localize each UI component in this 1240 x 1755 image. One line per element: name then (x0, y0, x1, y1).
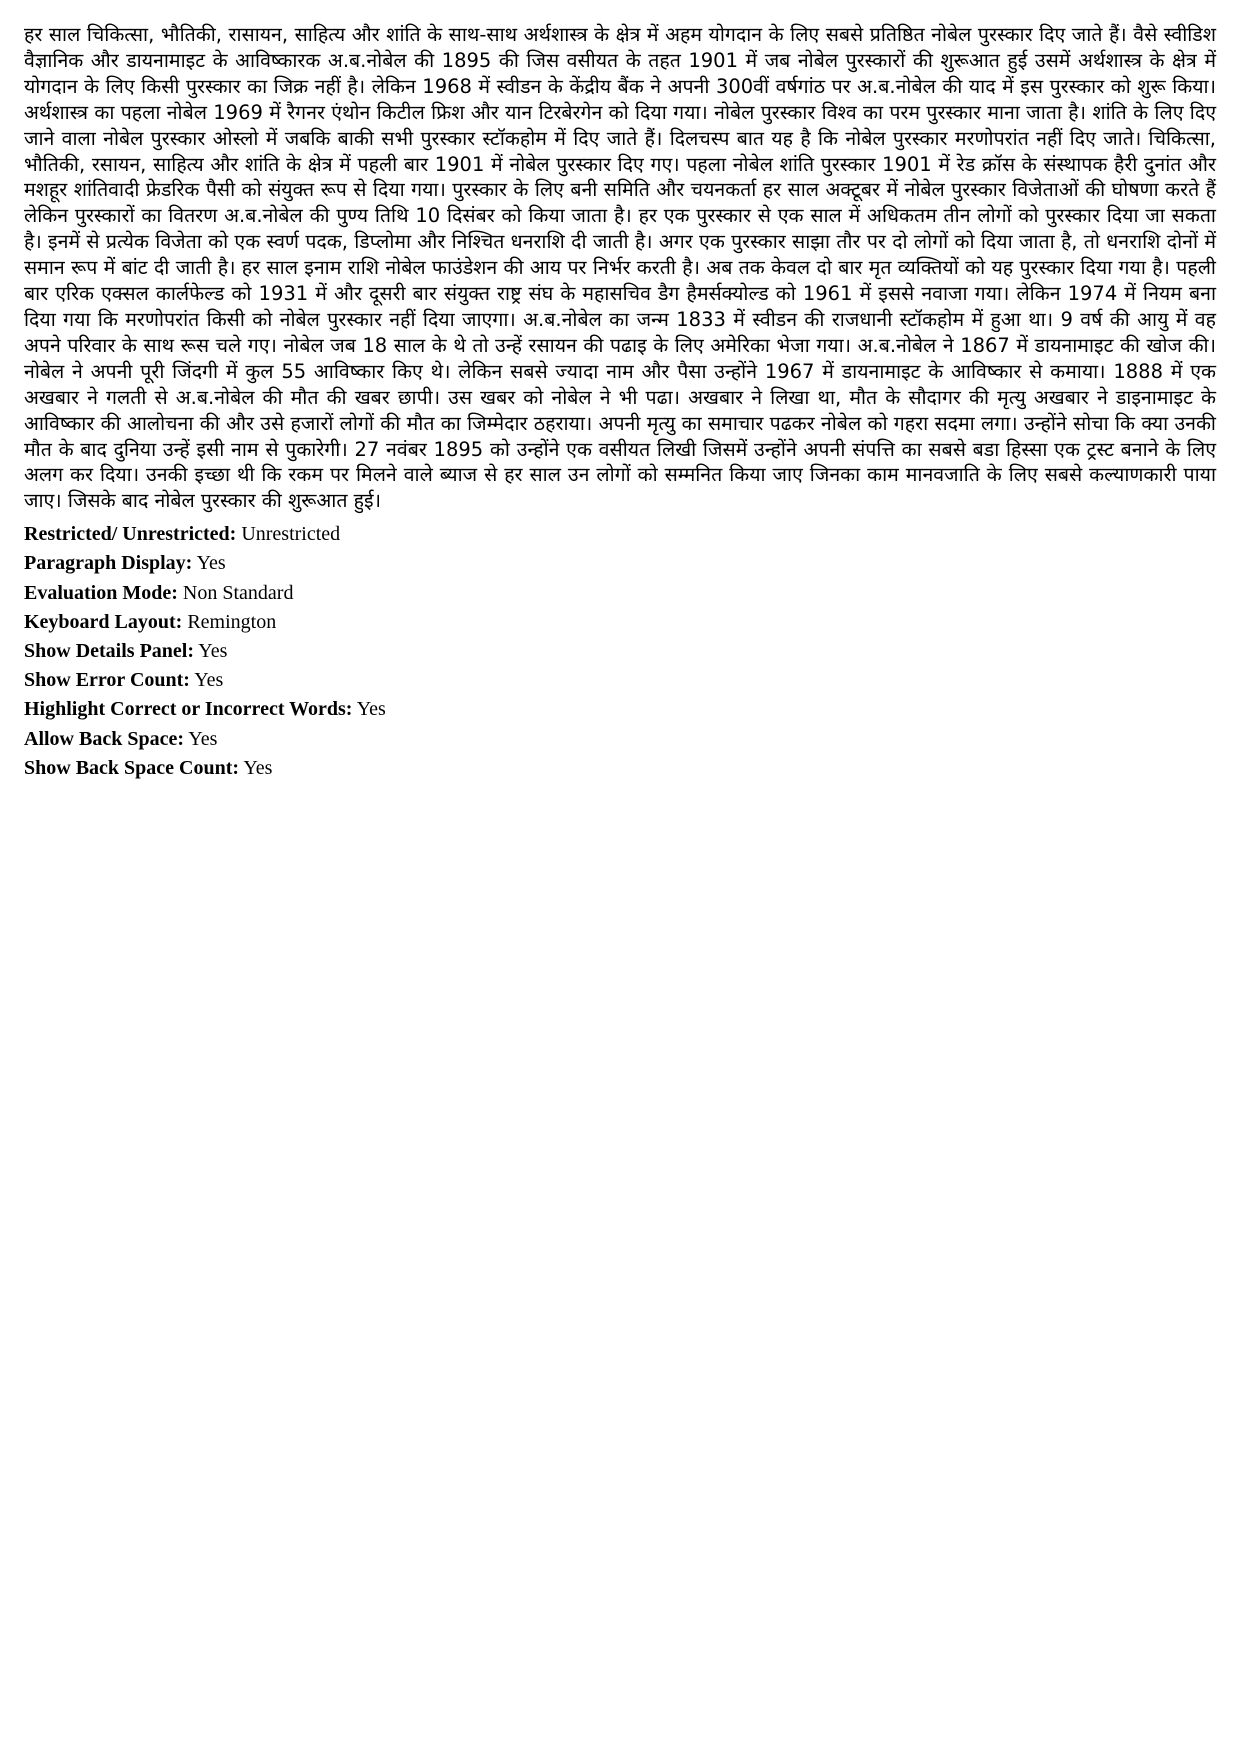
setting-value: Yes (243, 756, 273, 779)
setting-value: Yes (188, 727, 218, 750)
setting-value: Non Standard (182, 581, 294, 604)
typing-passage: हर साल चिकित्सा, भौतिकी, रासायन, साहित्य और शांति के साथ-साथ अर्थशास्त्र के क्षेत्र में अहम योगदान के लिए सबसे प्रतिष्ठित नोबेल पुरस्कार दिए जाते हैं। वैसे स्वीडिश वैज्ञानिक और डायनामाइट के आविष्कारक अ.ब.नोबेल की 1895 की जिस वसीयत के तहत 1901 में जब नोबेल पुरस्कारों की शुरूआत हुई उसमें अर्थशास्त्र के क्षेत्र में योगदान के लिए किसी पुरस्कार का जिक्र नहीं है। लेकिन 1968 में स्वीडन के केंद्रीय बैंक ने अपनी 300वीं वर्षगांठ पर अ.ब.नोबेल की याद में इस पुरस्कार को शुरू किया। अर्थशास्त्र का पहला नोबेल 1969 में रैगनर एंथोन किटील फ्रिश और यान टिरबेरगेन को दिया गया। नोबेल पुरस्कार विश्व का परम पुरस्कार माना जाता है। शांति के लिए दिए जाने वाला नोबेल पुरस्कार ओस्लो में जबकि बाकी सभी पुरस्कार स्टॉकहोम में दिए जाते हैं। दिलचस्प बात यह है कि नोबेल पुरस्कार मरणोपरांत नहीं दिए जाते। चिकित्सा, भौतिकी, रसायन, साहित्य और शांति के क्षेत्र में पहली बार 1901 में नोबेल पुरस्कार दिए गए। पहला नोबेल शांति पुरस्कार 1901 में रेड क्रॉस के संस्थापक हैरी दुनांत और मशहूर शांतिवादी फ्रेडरिक पैसी को संयुक्त रूप से दिया गया। पुरस्कार के लिए बनी समिति और चयनकर्ता हर साल अक्टूबर में नोबेल पुरस्कार विजेताओं की घोषणा करते हैं लेकिन पुरस्कारों का वितरण अ.ब.नोबेल की पुण्य तिथि 10 दिसंबर को किया जाता है। हर एक पुरस्कार से एक साल में अधिकतम तीन लोगों को पुरस्कार दिया जा सकता है। इनमें से प्रत्येक विजेता को एक स्वर्ण पदक, डिप्लोमा और निश्चित धनराशि दी जाती है। अगर एक पुरस्कार साझा तौर पर दो लोगों को दिया जाता है, तो धनराशि दोनों में समान रूप में बांट दी जाती है। हर साल इनाम राशि नोबेल फाउंडेशन की आय पर निर्भर करती है। अब तक केवल दो बार मृत व्यक्तियों को यह पुरस्कार दिया गया है। पहली बार एरिक एक्सल कार्लफेल्ड को 1931 में और दूसरी बार संयुक्त राष्ट्र संघ के महासचिव डैग हैमर्सक्योल्ड को 1961 में इससे नवाजा गया। लेकिन 1974 में नियम बना दिया गया कि मरणोपरांत किसी को नोबेल पुरस्कार नहीं दिया जाएगा। अ.ब.नोबेल का जन्म 1833 में स्वीडन की राजधानी स्टॉकहोम में हुआ था। 9 वर्ष की आयु में वह अपने परिवार के साथ रूस चले गए। नोबेल जब 18 साल के थे तो उन्हें रसायन की पढाइ के लिए अमेरिका भेजा गया। अ.ब.नोबेल ने 1867 में डायनामाइट की खोज की। नोबेल ने अपनी पूरी जिंदगी में कुल 55 आविष्कार किए थे। लेकिन सबसे ज्यादा नाम और पैसा उन्होंने 1967 में डायनामाइट के आविष्कार से कमाया। 1888 में एक अखबार ने गलती से अ.ब.नोबेल की मौत की खबर छापी। उस खबर को नोबेल ने भी पढा। अखबार ने लिखा था, मौत के सौदागर की मृत्यु अखबार ने डाइनामाइट के आविष्कार की आलोचना की और उसे हजारों लोगों की मौत का जिम्मेदार ठहराया। अपनी मृत्यु का समाचार पढकर नोबेल को गहरा सदमा लगा। उन्होंने सोचा कि क्या उनकी मौत के बाद दुनिया उन्हें इसी नाम से पुकारेगी। 27 नवंबर 1895 को उन्होंने एक वसीयत लिखी जिसमें उन्होंने अपनी संपत्ति का सबसे बडा हिस्सा एक ट्रस्ट बनाने के लिए अलग कर दिया। उनकी इच्छा थी कि रकम पर मिलने वाले ब्याज से हर साल उन लोगों को सम्मनित किया जाए जिनका काम मानवजाति के लिए सबसे कल्याणकारी पाया जाए। जिसके बाद नोबेल पुरस्कार की शुरूआत हुई। (24, 23, 1216, 513)
setting-label: Highlight Correct or Incorrect Words: (24, 698, 353, 721)
setting-show-back-space-count (24, 754, 1216, 783)
setting-paragraph-display (24, 549, 1216, 578)
setting-allow-back-space (24, 725, 1216, 754)
setting-show-error-count (24, 666, 1216, 695)
setting-evaluation-mode (24, 579, 1216, 608)
setting-label: Show Error Count: (24, 669, 190, 692)
setting-value: Yes (194, 669, 224, 692)
setting-label: Evaluation Mode: (24, 581, 178, 604)
setting-keyboard-layout (24, 608, 1216, 637)
setting-value: Yes (196, 552, 226, 575)
setting-restriction (24, 520, 1216, 549)
setting-label: Keyboard Layout: (24, 610, 183, 633)
setting-value: Remington (187, 610, 277, 633)
setting-show-details-panel (24, 637, 1216, 666)
setting-value: Unrestricted (241, 523, 341, 546)
setting-label: Paragraph Display: (24, 552, 193, 575)
setting-label: Allow Back Space: (24, 727, 184, 750)
setting-label: Show Back Space Count: (24, 756, 240, 779)
test-settings-list (24, 520, 1216, 783)
setting-value: Yes (356, 698, 386, 721)
document-page (24, 22, 1216, 783)
setting-label: Restricted/ Unrestricted: (24, 523, 237, 546)
setting-highlight-words (24, 695, 1216, 724)
setting-value: Yes (198, 640, 228, 663)
setting-label: Show Details Panel: (24, 640, 194, 663)
